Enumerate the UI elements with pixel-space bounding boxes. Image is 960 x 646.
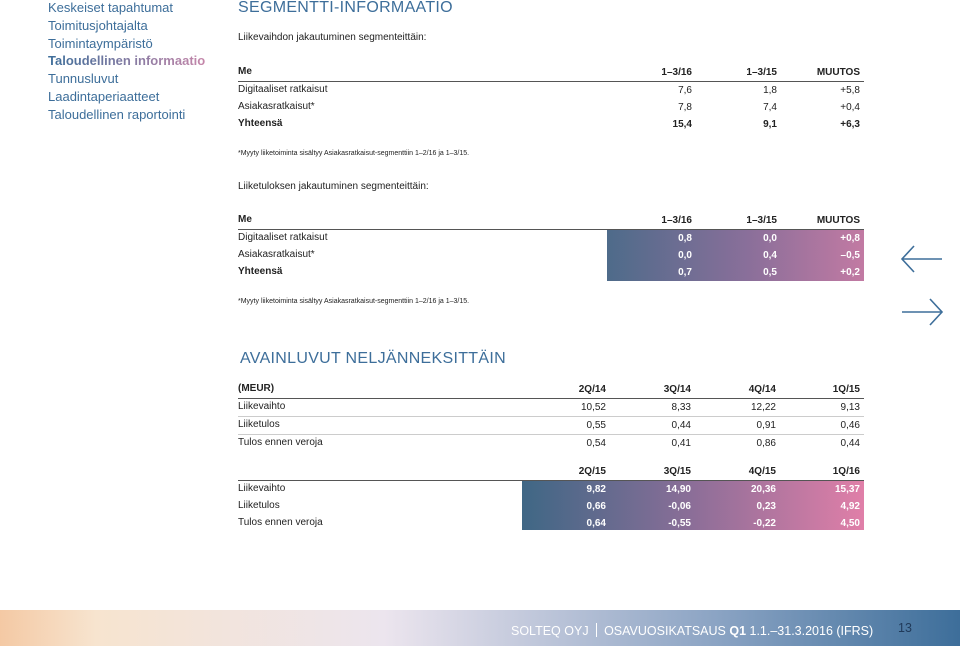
header-cell: 1Q/16	[832, 466, 860, 477]
key-figures-title: AVAINLUVUT NELJÄNNEKSITTÄIN	[240, 350, 506, 367]
header-label: Me	[238, 66, 252, 77]
header-label: Me	[238, 214, 252, 225]
footer-report-prefix: OSAVUOSIKATSAUS	[604, 624, 730, 638]
table-row-total	[238, 116, 864, 133]
row-label: Liiketulos	[238, 500, 280, 511]
cell: 9,1	[763, 119, 777, 130]
cell: 0,5	[763, 267, 777, 278]
header-label: (MEUR)	[238, 383, 275, 394]
cell: 0,8	[678, 233, 692, 244]
cell: 7,4	[763, 102, 777, 113]
row-label: Tulos ennen veroja	[238, 517, 323, 528]
row-label: Liikevaihto	[238, 483, 286, 494]
key-figures-table-2	[238, 463, 864, 532]
cell: 0,44	[671, 420, 691, 431]
table-row	[238, 481, 864, 498]
cell: 0,41	[671, 438, 691, 449]
cell: +6,3	[840, 119, 860, 130]
profit-table	[238, 212, 864, 281]
row-label: Tulos ennen veroja	[238, 437, 323, 448]
footnote-revenue: *Myyty liiketoiminta sisältyy Asiakasratkaisut-segmenttiin 1–2/16 ja 1–3/15.	[238, 150, 470, 157]
cell: 0,55	[586, 420, 606, 431]
footer-divider	[596, 623, 598, 637]
header-cell: 2Q/15	[578, 466, 606, 477]
table-row	[238, 230, 864, 247]
table-header	[238, 463, 864, 481]
revenue-table	[238, 64, 864, 133]
cell: 1,8	[763, 85, 777, 96]
cell: 0,4	[763, 250, 777, 261]
cell: +0,8	[840, 233, 860, 244]
row-label: Digitaaliset ratkaisut	[238, 232, 328, 243]
table-header	[238, 212, 864, 230]
header-cell: 1–3/16	[661, 67, 692, 78]
cell: 20,36	[750, 484, 776, 495]
cell: 0,91	[756, 420, 776, 431]
cell: 0,54	[586, 438, 606, 449]
footer-report-period: 1.1.–31.3.2016 (IFRS)	[746, 624, 874, 638]
cell: 14,90	[665, 484, 691, 495]
header-cell: 1–3/15	[746, 215, 777, 226]
header-cell: 2Q/14	[578, 384, 606, 395]
footer-bar	[0, 610, 960, 646]
nav-item-toimintaymparisto[interactable]: Toimintaympäristö	[48, 35, 153, 51]
table-row	[238, 498, 864, 515]
cell: 4,50	[840, 518, 860, 529]
header-cell: 1–3/16	[661, 215, 692, 226]
nav-item-taloudellinen-informaatio[interactable]: Taloudellinen informaatio	[48, 52, 228, 70]
table-header	[238, 381, 864, 399]
cell: 9,13	[840, 402, 860, 413]
cell: 0,46	[840, 420, 860, 431]
table-row	[238, 417, 864, 435]
header-cell: 1Q/15	[832, 384, 860, 395]
header-cell: 1–3/15	[746, 67, 777, 78]
table-row	[238, 82, 864, 99]
footnote-profit: *Myyty liiketoiminta sisältyy Asiakasratkaisut-segmenttiin 1–2/16 ja 1–3/15.	[238, 298, 470, 305]
row-label: Digitaaliset ratkaisut	[238, 84, 328, 95]
cell: –0,5	[840, 250, 860, 261]
revenue-caption: Liikevaihdon jakautuminen segmenteittäin:	[238, 32, 427, 43]
cell: 7,6	[678, 85, 692, 96]
cell: 12,22	[750, 402, 776, 413]
cell: 8,33	[671, 402, 691, 413]
arrow-left-icon[interactable]	[900, 244, 944, 274]
cell: 0,86	[756, 438, 776, 449]
cell: +5,8	[840, 85, 860, 96]
table-row	[238, 435, 864, 452]
table-row	[238, 515, 864, 532]
table-row	[238, 247, 864, 264]
cell: 0,7	[678, 267, 692, 278]
cell: 0,0	[763, 233, 777, 244]
profit-caption: Liiketuloksen jakautuminen segmenteittäin:	[238, 181, 429, 192]
cell: 10,52	[580, 402, 606, 413]
header-cell: 4Q/14	[748, 384, 776, 395]
nav-item-keskeiset[interactable]: Keskeiset tapahtumat	[48, 0, 174, 15]
header-cell: MUUTOS	[816, 215, 860, 226]
table-header	[238, 64, 864, 82]
cell: -0,55	[668, 518, 691, 529]
cell: +0,2	[840, 267, 860, 278]
table-row	[238, 399, 864, 417]
cell: 9,82	[586, 484, 606, 495]
cell: 0,0	[678, 250, 692, 261]
row-label: Yhteensä	[238, 266, 283, 277]
cell: -0,06	[668, 501, 691, 512]
nav-item-toimitusjohtajalta[interactable]: Toimitusjohtajalta	[48, 17, 148, 33]
row-label: Liikevaihto	[238, 401, 286, 412]
cell: 15,37	[834, 484, 860, 495]
cell: 0,44	[840, 438, 860, 449]
key-figures-table-1	[238, 381, 864, 452]
footer-text	[511, 623, 873, 638]
header-cell: 3Q/14	[663, 384, 691, 395]
header-cell: MUUTOS	[816, 67, 860, 78]
segment-title: SEGMENTTI-INFORMAATIO	[238, 0, 453, 16]
page-number: 13	[898, 621, 912, 635]
cell: 7,8	[678, 102, 692, 113]
nav-item-taloudellinen-raportointi[interactable]: Taloudellinen raportointi	[48, 106, 186, 122]
cell: 0,66	[586, 501, 606, 512]
row-label: Yhteensä	[238, 118, 283, 129]
footer-report-quarter: Q1	[729, 624, 747, 638]
row-label: Asiakasratkaisut*	[238, 249, 315, 260]
cell: -0,22	[753, 518, 776, 529]
cell: 0,64	[586, 518, 606, 529]
table-row-total	[238, 264, 864, 281]
cell: 0,23	[756, 501, 776, 512]
row-label: Asiakasratkaisut*	[238, 101, 315, 112]
header-cell: 3Q/15	[663, 466, 691, 477]
nav-item-laadintaperiaatteet[interactable]: Laadintaperiaatteet	[48, 88, 160, 104]
row-label: Liiketulos	[238, 419, 280, 430]
table-row	[238, 99, 864, 116]
arrow-right-icon[interactable]	[900, 297, 944, 327]
cell: +0,4	[840, 102, 860, 113]
side-nav	[48, 0, 228, 124]
header-cell: 4Q/15	[748, 466, 776, 477]
cell: 4,92	[840, 501, 860, 512]
nav-item-tunnusluvut[interactable]: Tunnusluvut	[48, 71, 119, 87]
cell: 15,4	[672, 119, 692, 130]
footer-company: SOLTEQ OYJ	[511, 624, 589, 638]
